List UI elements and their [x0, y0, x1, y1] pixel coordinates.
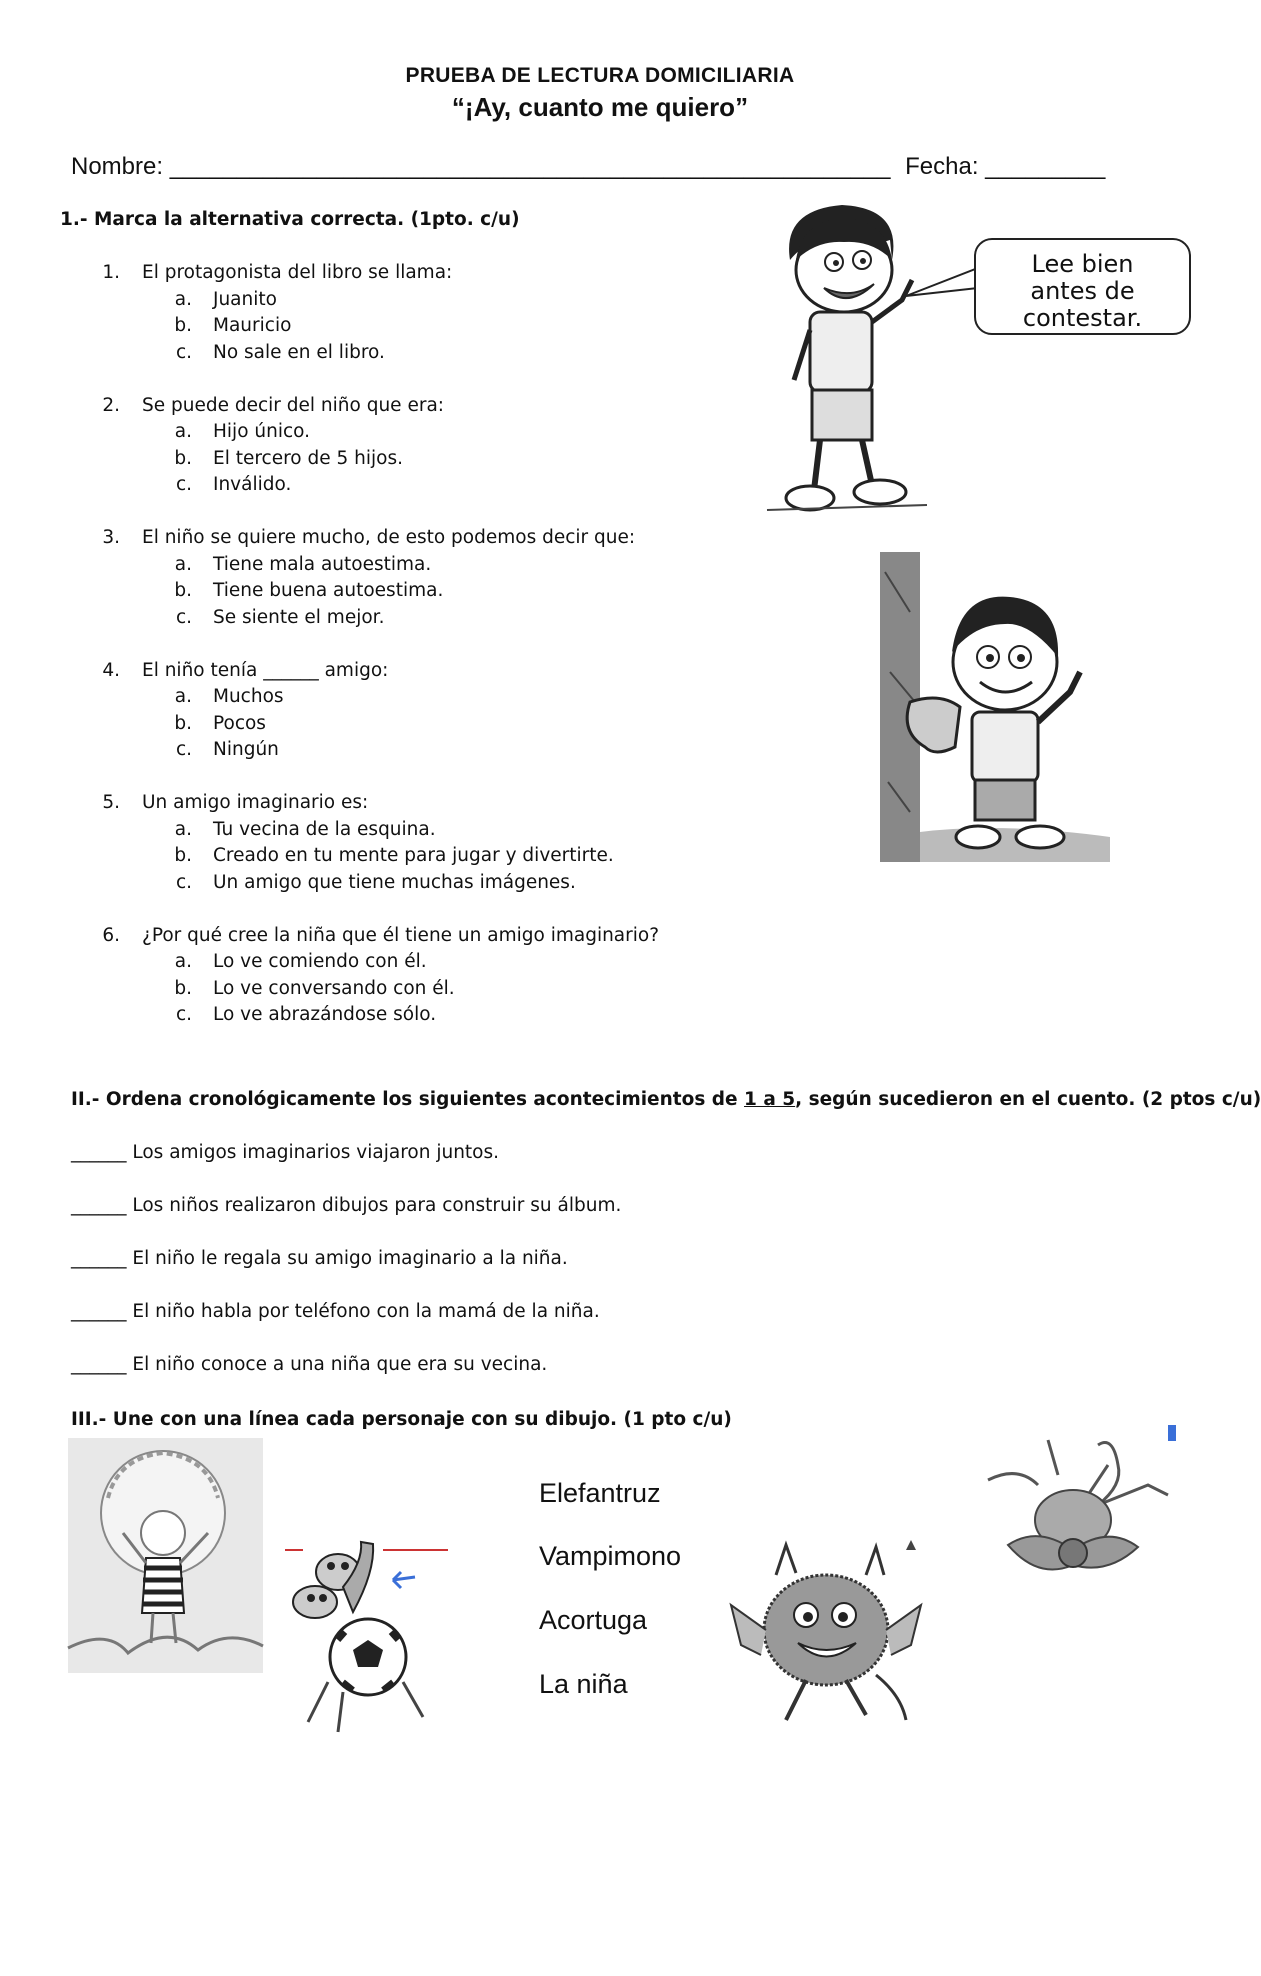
option-letter[interactable]: a. — [174, 288, 192, 310]
character-name[interactable]: Vampimono — [539, 1541, 682, 1571]
option-text[interactable]: Tiene mala autoestima. — [213, 553, 432, 575]
option-letter[interactable]: b. — [174, 315, 192, 336]
event-item[interactable]: ______ El niño habla por teléfono con la mamá de la niña. — [71, 1301, 600, 1322]
option-letter[interactable]: c. — [175, 606, 192, 628]
section1-heading: 1.- Marca la alternativa correcta. (1pto. c/u) — [60, 209, 520, 230]
question-text: El protagonista del libro se llama: — [142, 262, 453, 283]
boy-trophy-illustration — [880, 552, 1110, 862]
option-text[interactable]: Hijo único. — [213, 421, 311, 442]
girl-picture[interactable] — [68, 1438, 263, 1673]
option-text[interactable]: Lo ve conversando con él. — [213, 977, 455, 999]
question-number: 6. — [102, 924, 120, 946]
hanging-creature-picture[interactable] — [978, 1425, 1178, 1595]
boy-illustration-1 — [762, 200, 932, 520]
name-date-line — [71, 153, 1105, 181]
section3-heading: III.- Une con una línea cada personaje con su dibujo. (1 pto c/u) — [71, 1409, 732, 1430]
option-text[interactable]: El tercero de 5 hijos. — [213, 447, 403, 469]
character-name[interactable]: Elefantruz — [539, 1478, 661, 1508]
character-name[interactable]: Acortuga — [539, 1605, 648, 1635]
bubble-tail — [906, 262, 982, 302]
option-letter[interactable]: b. — [174, 712, 192, 734]
option-text[interactable]: Ningún — [213, 739, 279, 760]
event-item[interactable]: ______ Los amigos imaginarios viajaron juntos. — [71, 1142, 500, 1163]
event-item[interactable]: ______ El niño le regala su amigo imaginario a la niña. — [71, 1248, 568, 1269]
question-number: 5. — [102, 792, 120, 813]
option-letter[interactable]: c. — [175, 739, 192, 760]
question-text: El niño se quiere mucho, de esto podemos decir que: — [142, 527, 636, 548]
option-text[interactable]: Muchos — [213, 686, 284, 707]
option-letter[interactable]: b. — [174, 447, 192, 469]
option-text[interactable]: No sale en el libro. — [213, 341, 385, 363]
question-text: Se puede decir del niño que era: — [142, 394, 445, 416]
option-letter[interactable]: a. — [174, 421, 192, 442]
speech-bubble: Lee bien antes de contestar. — [974, 238, 1191, 335]
option-letter[interactable]: a. — [174, 818, 192, 840]
character-name[interactable]: La niña — [539, 1669, 628, 1699]
book-title: “¡Ay, cuanto me quiero” — [451, 92, 749, 122]
option-text[interactable]: Lo ve abrazándose sólo. — [213, 1004, 437, 1025]
option-letter[interactable]: a. — [174, 951, 192, 972]
option-letter[interactable]: c. — [175, 871, 192, 893]
option-text[interactable]: Un amigo que tiene muchas imágenes. — [213, 871, 576, 893]
event-item[interactable]: ______ El niño conoce a una niña que era su vecina. — [71, 1354, 548, 1375]
event-item[interactable]: ______ Los niños realizaron dibujos para construir su álbum. — [71, 1195, 622, 1216]
question-text: El niño tenía ______ amigo: — [142, 659, 389, 681]
option-letter[interactable]: b. — [174, 977, 192, 999]
option-text[interactable]: Juanito — [213, 288, 277, 310]
option-letter[interactable]: b. — [174, 845, 192, 866]
creature-ball-picture[interactable] — [283, 1532, 448, 1737]
page-title: PRUEBA DE LECTURA DOMICILIARIA — [405, 64, 795, 87]
question-text: Un amigo imaginario es: — [142, 792, 369, 813]
option-text[interactable]: Mauricio — [213, 315, 292, 336]
option-text[interactable]: Lo ve comiendo con él. — [213, 951, 427, 972]
option-text[interactable]: Creado en tu mente para jugar y divertirte. — [213, 845, 614, 866]
date-field[interactable]: Fecha: _________ — [905, 153, 1106, 180]
name-field[interactable]: Nombre: ______________________________________________________ — [71, 153, 891, 180]
option-letter[interactable]: c. — [175, 474, 192, 495]
section2-heading: II.- Ordena cronológicamente los siguientes acontecimientos de 1 a 5, según sucedieron en el cuento. (2 ptos c/u) — [71, 1089, 1261, 1110]
option-text[interactable]: Tu vecina de la esquina. — [213, 818, 436, 840]
option-letter[interactable]: b. — [174, 580, 192, 601]
question-number: 1. — [102, 262, 120, 283]
question-number: 2. — [102, 394, 120, 416]
option-text[interactable]: Tiene buena autoestima. — [213, 580, 444, 601]
option-letter[interactable]: c. — [175, 341, 192, 363]
monster-picture[interactable] — [726, 1535, 926, 1730]
question-text: ¿Por qué cree la niña que él tiene un amigo imaginario? — [142, 924, 660, 946]
option-letter[interactable]: a. — [174, 686, 192, 707]
question-number: 3. — [102, 527, 120, 548]
option-letter[interactable]: a. — [174, 553, 192, 575]
option-text[interactable]: Se siente el mejor. — [213, 606, 385, 628]
option-text[interactable]: Pocos — [213, 712, 266, 734]
option-text[interactable]: Inválido. — [213, 474, 292, 495]
option-letter[interactable]: c. — [175, 1004, 192, 1025]
question-number: 4. — [102, 659, 120, 681]
